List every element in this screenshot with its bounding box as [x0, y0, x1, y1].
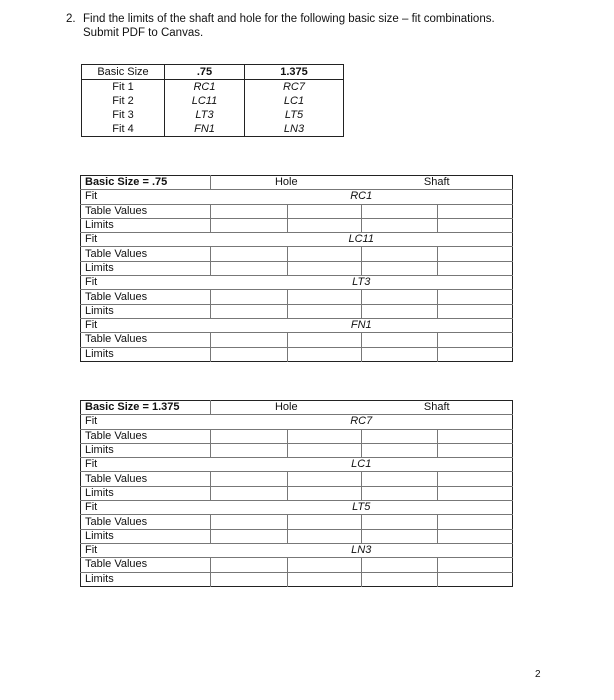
- summary-header-size-1: .75: [165, 65, 245, 80]
- answer-cell[interactable]: [211, 204, 288, 218]
- fit-row: [81, 190, 513, 204]
- summary-fit-label: Fit 4: [112, 122, 134, 135]
- table-values-row: [81, 558, 513, 572]
- fit-name: LC11: [211, 233, 513, 247]
- table-values-row-label: Table Values: [81, 558, 211, 572]
- limits-row-label: Limits: [81, 347, 211, 361]
- answer-cell[interactable]: [362, 304, 438, 318]
- limits-row-label: Limits: [81, 486, 211, 500]
- table-values-row-label: Table Values: [81, 204, 211, 218]
- answer-cell[interactable]: [288, 529, 362, 543]
- limits-row: [81, 443, 513, 457]
- answer-cell[interactable]: [288, 204, 362, 218]
- answer-cell[interactable]: [438, 218, 513, 232]
- answer-cell[interactable]: [211, 333, 288, 347]
- answer-cell[interactable]: [438, 572, 513, 586]
- fit-row-label: Fit: [81, 233, 211, 247]
- table-values-row-label: Table Values: [81, 515, 211, 529]
- summary-row: [82, 80, 344, 95]
- worksheet-header-row: [81, 176, 513, 190]
- summary-row: [82, 94, 344, 108]
- summary-fit-code: LC1: [245, 94, 344, 108]
- fit-row: [81, 458, 513, 472]
- worksheet-header-row: [81, 401, 513, 415]
- answer-cell[interactable]: [288, 304, 362, 318]
- table-values-row: [81, 472, 513, 486]
- answer-cell[interactable]: [438, 429, 513, 443]
- basic-size-fit-table: [81, 64, 344, 137]
- answer-cell[interactable]: [362, 218, 438, 232]
- fit-row: [81, 501, 513, 515]
- answer-cell[interactable]: [362, 529, 438, 543]
- answer-cell[interactable]: [211, 529, 288, 543]
- limits-row: [81, 572, 513, 586]
- fit-row: [81, 233, 513, 247]
- fit-name: RC1: [211, 190, 513, 204]
- answer-cell[interactable]: [288, 247, 362, 261]
- fit-row: [81, 276, 513, 290]
- answer-cell[interactable]: [211, 515, 288, 529]
- fit-row: [81, 543, 513, 557]
- limits-row-label: Limits: [81, 572, 211, 586]
- fit-name: LC1: [211, 458, 513, 472]
- answer-cell[interactable]: [362, 443, 438, 457]
- table-values-row-label: Table Values: [81, 290, 211, 304]
- answer-cell[interactable]: [438, 304, 513, 318]
- summary-fit-code: LT3: [165, 108, 245, 122]
- answer-cell[interactable]: [211, 247, 288, 261]
- limits-row: [81, 304, 513, 318]
- answer-cell[interactable]: [211, 472, 288, 486]
- worksheet-title: Basic Size = 1.375: [81, 401, 211, 415]
- fit-name: LN3: [211, 543, 513, 557]
- answer-cell[interactable]: [211, 347, 288, 361]
- answer-cell[interactable]: [211, 429, 288, 443]
- summary-row: [82, 122, 344, 137]
- summary-fit-code: LC11: [165, 94, 245, 108]
- limits-row-label: Limits: [81, 218, 211, 232]
- answer-cell[interactable]: [362, 347, 438, 361]
- answer-cell[interactable]: [288, 515, 362, 529]
- fit-row-label: Fit: [81, 415, 211, 429]
- answer-cell[interactable]: [438, 443, 513, 457]
- answer-cell[interactable]: [438, 261, 513, 275]
- instruction-line-2: Submit PDF to Canvas.: [83, 27, 204, 39]
- answer-cell[interactable]: [288, 290, 362, 304]
- answer-cell[interactable]: [438, 247, 513, 261]
- answer-cell[interactable]: [362, 572, 438, 586]
- answer-cell[interactable]: [288, 218, 362, 232]
- table-values-row: [81, 333, 513, 347]
- summary-fit-label: Fit 1: [112, 80, 134, 93]
- instruction-line-1: Find the limits of the shaft and hole for the following basic size – fit combinations.: [83, 13, 495, 25]
- table-values-row-label: Table Values: [81, 429, 211, 443]
- summary-header-size-2: 1.375: [245, 65, 344, 80]
- summary-fit-code: LN3: [245, 122, 344, 137]
- shaft-column-header: Shaft: [362, 176, 513, 190]
- answer-cell[interactable]: [288, 443, 362, 457]
- fit-name: FN1: [211, 318, 513, 332]
- shaft-column-header: Shaft: [362, 401, 513, 415]
- table-values-row: [81, 290, 513, 304]
- table-values-row: [81, 429, 513, 443]
- answer-cell[interactable]: [362, 204, 438, 218]
- answer-cell[interactable]: [288, 261, 362, 275]
- summary-header-basic-size: Basic Size: [82, 65, 165, 80]
- answer-cell[interactable]: [211, 558, 288, 572]
- fit-row-label: Fit: [81, 543, 211, 557]
- answer-cell[interactable]: [211, 261, 288, 275]
- answer-cell[interactable]: [438, 529, 513, 543]
- table-values-row-label: Table Values: [81, 247, 211, 261]
- worksheet-basic-size-1375: [80, 400, 513, 587]
- fit-row-label: Fit: [81, 190, 211, 204]
- fit-row-label: Fit: [81, 318, 211, 332]
- limits-row: [81, 261, 513, 275]
- answer-cell[interactable]: [438, 558, 513, 572]
- summary-fit-code: LT5: [245, 108, 344, 122]
- answer-cell[interactable]: [288, 572, 362, 586]
- answer-cell[interactable]: [362, 290, 438, 304]
- answer-cell[interactable]: [288, 486, 362, 500]
- answer-cell[interactable]: [438, 290, 513, 304]
- answer-cell[interactable]: [362, 429, 438, 443]
- worksheet-title: Basic Size = .75: [81, 176, 211, 190]
- fit-name: LT3: [211, 276, 513, 290]
- answer-cell[interactable]: [288, 472, 362, 486]
- question-number: 2.: [66, 13, 76, 25]
- answer-cell[interactable]: [211, 290, 288, 304]
- answer-cell[interactable]: [362, 515, 438, 529]
- table-values-row: [81, 247, 513, 261]
- limits-row: [81, 218, 513, 232]
- summary-fit-label: Fit 3: [112, 108, 134, 121]
- answer-cell[interactable]: [288, 558, 362, 572]
- answer-cell[interactable]: [438, 515, 513, 529]
- summary-fit-code: RC7: [245, 80, 344, 95]
- table-values-row-label: Table Values: [81, 333, 211, 347]
- answer-cell[interactable]: [438, 333, 513, 347]
- table-values-row: [81, 515, 513, 529]
- fit-name: RC7: [211, 415, 513, 429]
- fit-row-label: Fit: [81, 276, 211, 290]
- answer-cell[interactable]: [211, 304, 288, 318]
- hole-column-header: Hole: [211, 176, 362, 190]
- limits-row-label: Limits: [81, 529, 211, 543]
- fit-row: [81, 415, 513, 429]
- summary-fit-code: FN1: [165, 122, 245, 137]
- summary-header-row: [82, 65, 344, 80]
- answer-cell[interactable]: [211, 443, 288, 457]
- fit-row-label: Fit: [81, 458, 211, 472]
- answer-cell[interactable]: [288, 347, 362, 361]
- answer-cell[interactable]: [362, 558, 438, 572]
- answer-cell[interactable]: [438, 204, 513, 218]
- limits-row-label: Limits: [81, 261, 211, 275]
- fit-row: [81, 318, 513, 332]
- hole-column-header: Hole: [211, 401, 362, 415]
- summary-fit-code: RC1: [165, 80, 245, 95]
- answer-cell[interactable]: [362, 333, 438, 347]
- limits-row-label: Limits: [81, 304, 211, 318]
- answer-cell[interactable]: [211, 218, 288, 232]
- summary-row: [82, 108, 344, 122]
- fit-row-label: Fit: [81, 501, 211, 515]
- answer-cell[interactable]: [362, 247, 438, 261]
- answer-cell[interactable]: [288, 333, 362, 347]
- limits-row: [81, 529, 513, 543]
- answer-cell[interactable]: [438, 472, 513, 486]
- answer-cell[interactable]: [362, 472, 438, 486]
- page-number: 2: [535, 669, 541, 680]
- limits-row: [81, 486, 513, 500]
- answer-cell[interactable]: [362, 261, 438, 275]
- answer-cell[interactable]: [438, 347, 513, 361]
- answer-cell[interactable]: [438, 486, 513, 500]
- table-values-row-label: Table Values: [81, 472, 211, 486]
- answer-cell[interactable]: [288, 429, 362, 443]
- limits-row-label: Limits: [81, 443, 211, 457]
- limits-row: [81, 347, 513, 361]
- summary-fit-label: Fit 2: [112, 94, 134, 107]
- answer-cell[interactable]: [211, 572, 288, 586]
- answer-cell[interactable]: [362, 486, 438, 500]
- fit-name: LT5: [211, 501, 513, 515]
- answer-cell[interactable]: [211, 486, 288, 500]
- table-values-row: [81, 204, 513, 218]
- worksheet-basic-size-075: [80, 175, 513, 362]
